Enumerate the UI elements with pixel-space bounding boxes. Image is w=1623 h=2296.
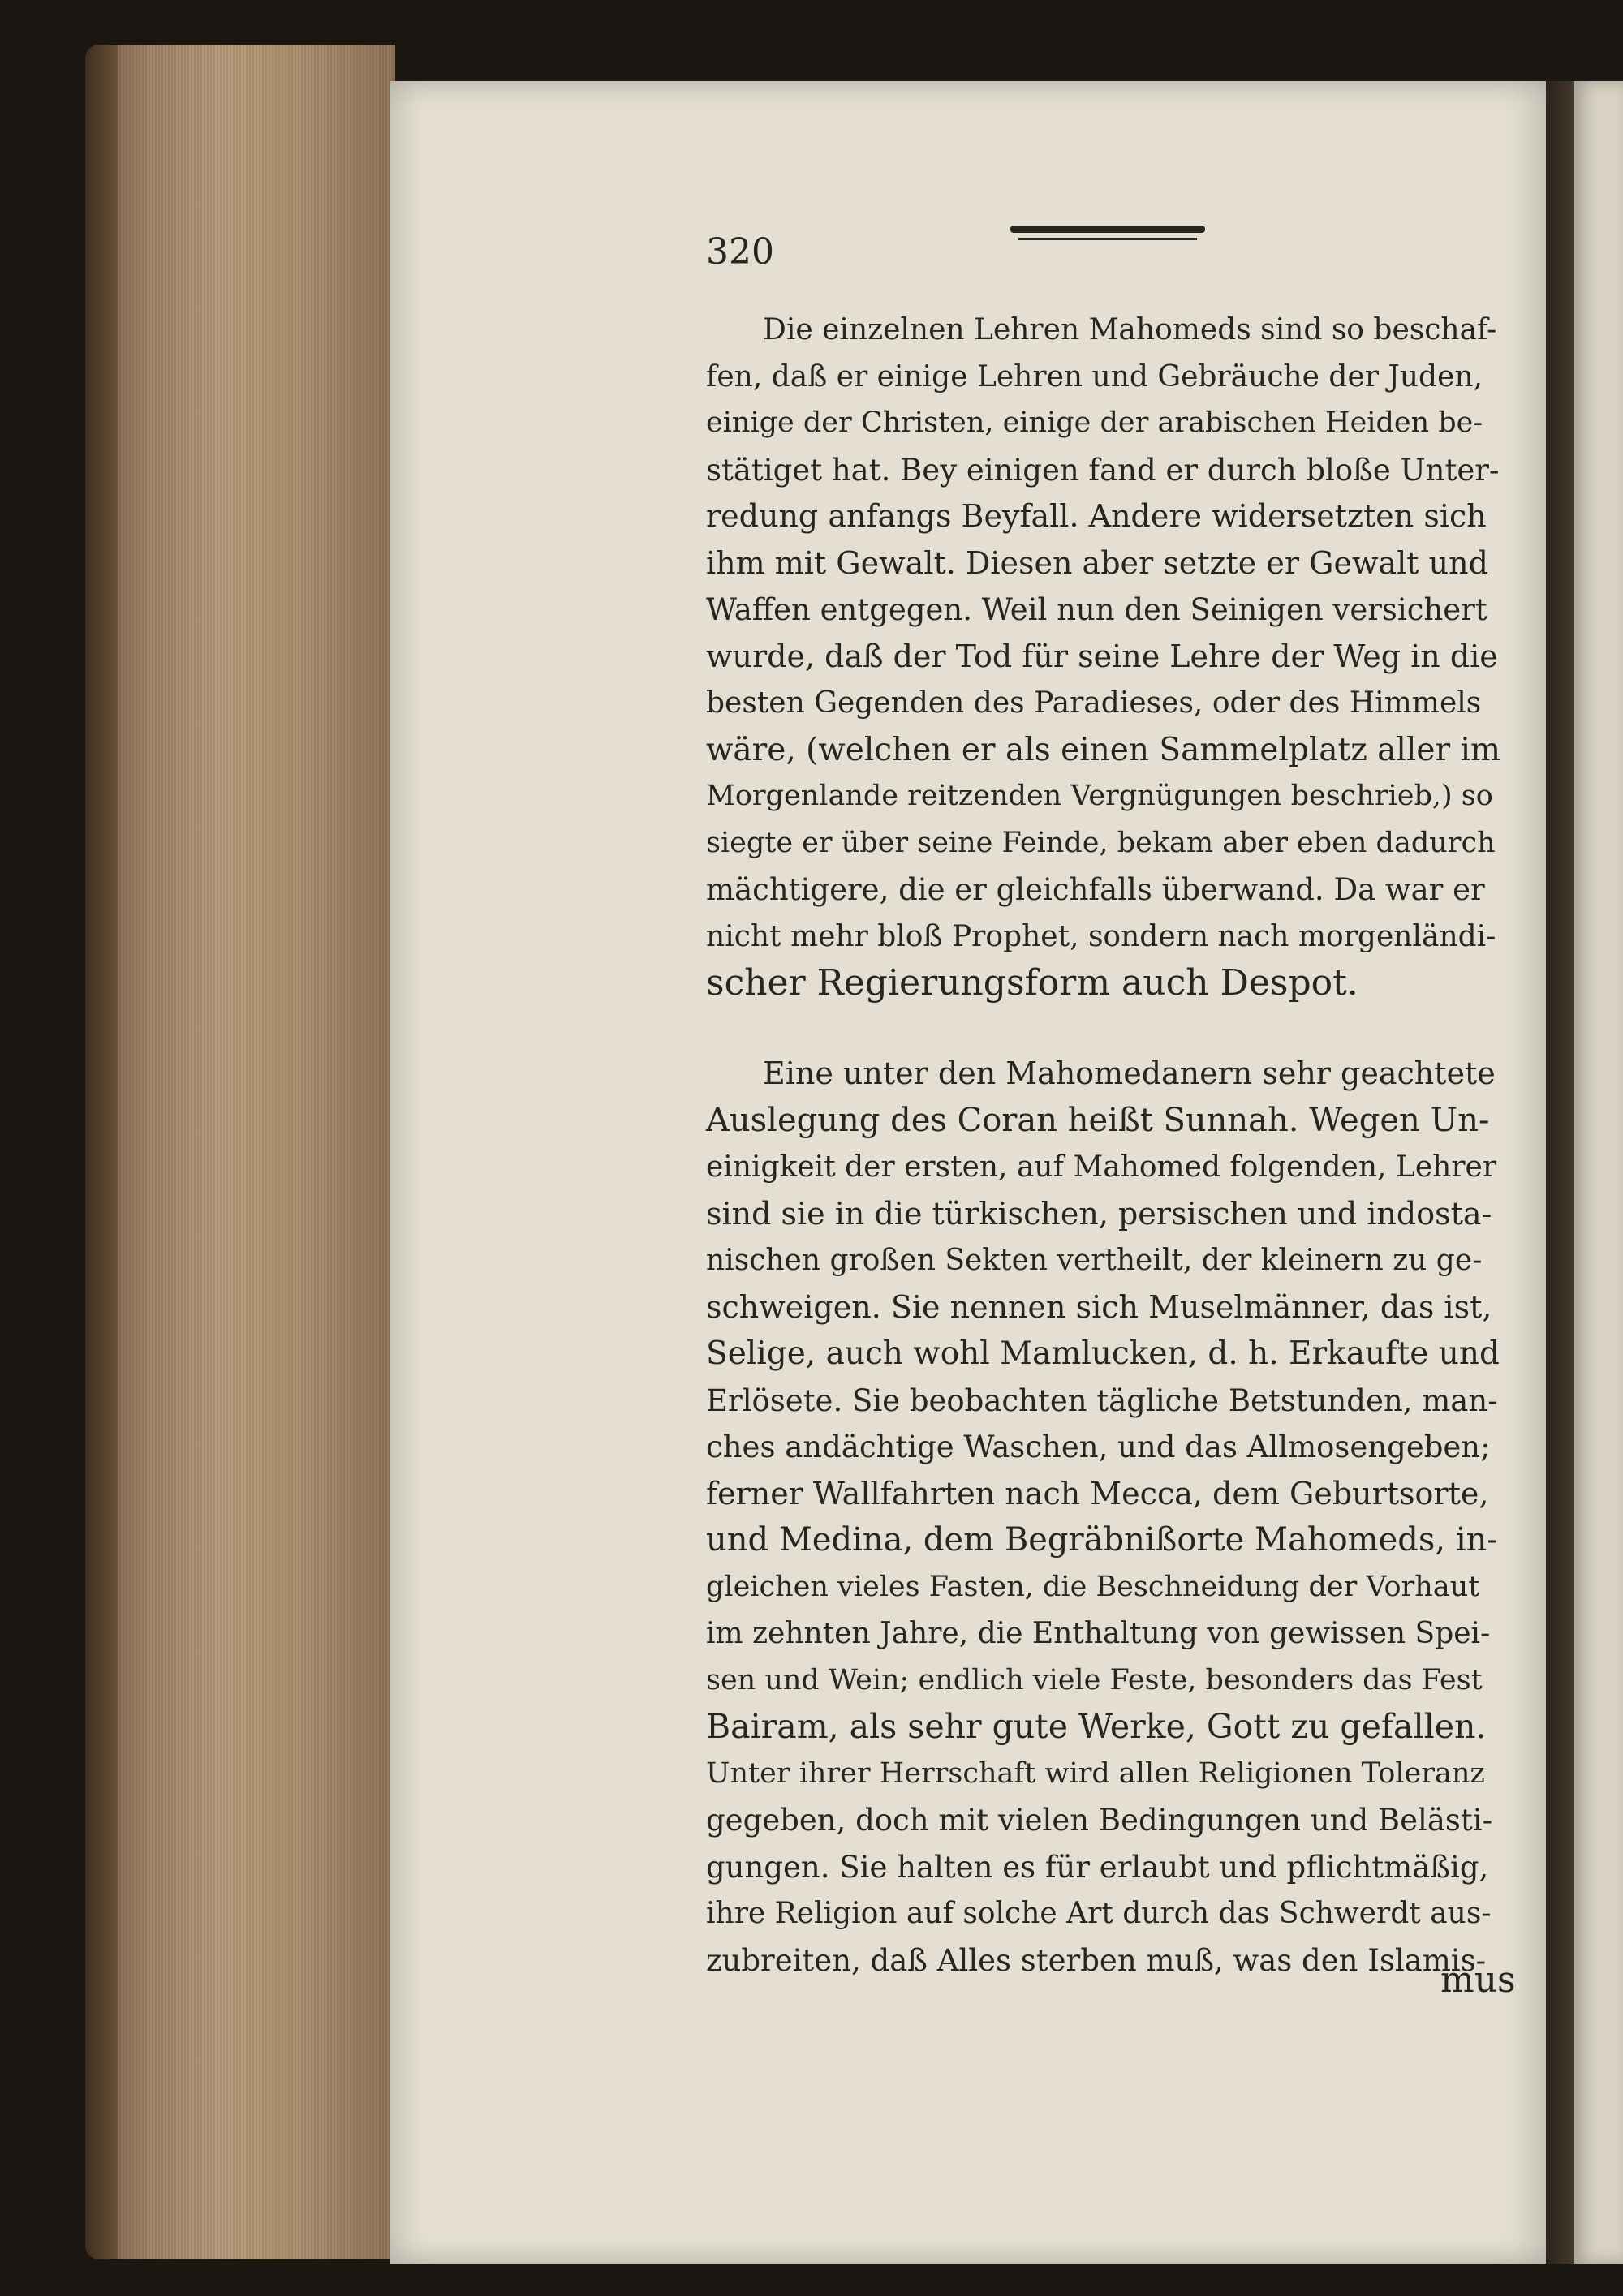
text-line: gleichen vieles Fasten, die Beschneidung der Vorhaut [706, 1570, 1480, 1603]
text-line: Unter ihrer Herrschaft wird allen Religionen Toleranz [706, 1756, 1485, 1790]
catchword: mus [1440, 1959, 1516, 2001]
text-line: Bairam, als sehr gute Werke, Gott zu gefallen. [706, 1707, 1487, 1746]
paragraph-1 [706, 307, 1501, 1007]
text-line: Erlösete. Sie beobachten tägliche Betstunden, man- [706, 1382, 1498, 1418]
text-line: und Medina, dem Begräbnißorte Mahomeds, in- [706, 1521, 1498, 1559]
text-line: ihm mit Gewalt. Diesen aber setzte er Gewalt und [706, 544, 1488, 581]
text-line: im zehnten Jahre, die Enthaltung von gewissen Spei- [706, 1617, 1491, 1650]
book-fore-edge [85, 45, 395, 2259]
paragraph-2 [706, 1051, 1501, 1984]
text-line: sen und Wein; endlich viele Feste, besonders das Fest [706, 1663, 1483, 1696]
text-line: Eine unter den Mahomedanern sehr geachtete [763, 1056, 1496, 1091]
text-line: einigkeit der ersten, auf Mahomed folgenden, Lehrer [706, 1150, 1497, 1184]
text-line: zubreiten, daß Alles sterben muß, was den Islamis- [706, 1942, 1487, 1978]
text-line: Auslegung des Coran heißt Sunnah. Wegen Un- [706, 1101, 1490, 1139]
text-line: fen, daß er einige Lehren und Gebräuche der Juden, [706, 359, 1483, 393]
text-line: ferner Wallfahrten nach Mecca, dem Geburtsorte, [706, 1475, 1489, 1511]
text-line: einige der Christen, einige der arabischen Heiden be- [706, 406, 1483, 439]
header-ornament-rule [1010, 226, 1205, 233]
text-line: Morgenlande reitzenden Vergnügungen beschrieb,) so [706, 780, 1493, 812]
text-line: nicht mehr bloß Prophet, sondern nach morgenländi- [706, 919, 1496, 953]
text-line: Selige, auch wohl Mamlucken, d. h. Erkaufte und [706, 1335, 1500, 1372]
text-line: redung anfangs Beyfall. Andere widersetzten sich [706, 498, 1487, 534]
text-line: stätiget hat. Bey einigen fand er durch bloße Unter- [706, 452, 1500, 488]
book-gutter [1546, 81, 1578, 2264]
text-line: siegte er über seine Feinde, bekam aber eben dadurch [706, 826, 1496, 859]
text-line: Waffen entgegen. Weil nun den Seinigen versichert [706, 592, 1487, 627]
text-line: gungen. Sie halten es für erlaubt und pflichtmäßig, [706, 1849, 1489, 1885]
text-line: ihre Religion auf solche Art durch das Schwerdt aus- [706, 1897, 1492, 1930]
text-line: wäre, (welchen er als einen Sammelplatz aller im [706, 731, 1500, 768]
text-line: Die einzelnen Lehren Mahomeds sind so beschaf- [763, 313, 1497, 346]
text-line: nischen großen Sekten vertheilt, der kleinern zu ge- [706, 1244, 1483, 1277]
text-line: wurde, daß der Tod für seine Lehre der Weg in die [706, 638, 1498, 674]
text-line: scher Regierungsform auch Despot. [706, 962, 1358, 1004]
text-line: schweigen. Sie nennen sich Muselmänner, das ist, [706, 1288, 1492, 1325]
page-number: 320 [706, 231, 774, 273]
text-line: mächtigere, die er gleichfalls überwand. Da war er [706, 872, 1485, 907]
facing-page-edge [1574, 81, 1623, 2264]
text-line: ches andächtige Waschen, und das Allmosengeben; [706, 1430, 1491, 1464]
text-line: sind sie in die türkischen, persischen und indosta- [706, 1195, 1492, 1232]
text-line: besten Gegenden des Paradieses, oder des Himmels [706, 686, 1482, 720]
text-line: gegeben, doch mit vielen Bedingungen und Belästi- [706, 1803, 1493, 1838]
